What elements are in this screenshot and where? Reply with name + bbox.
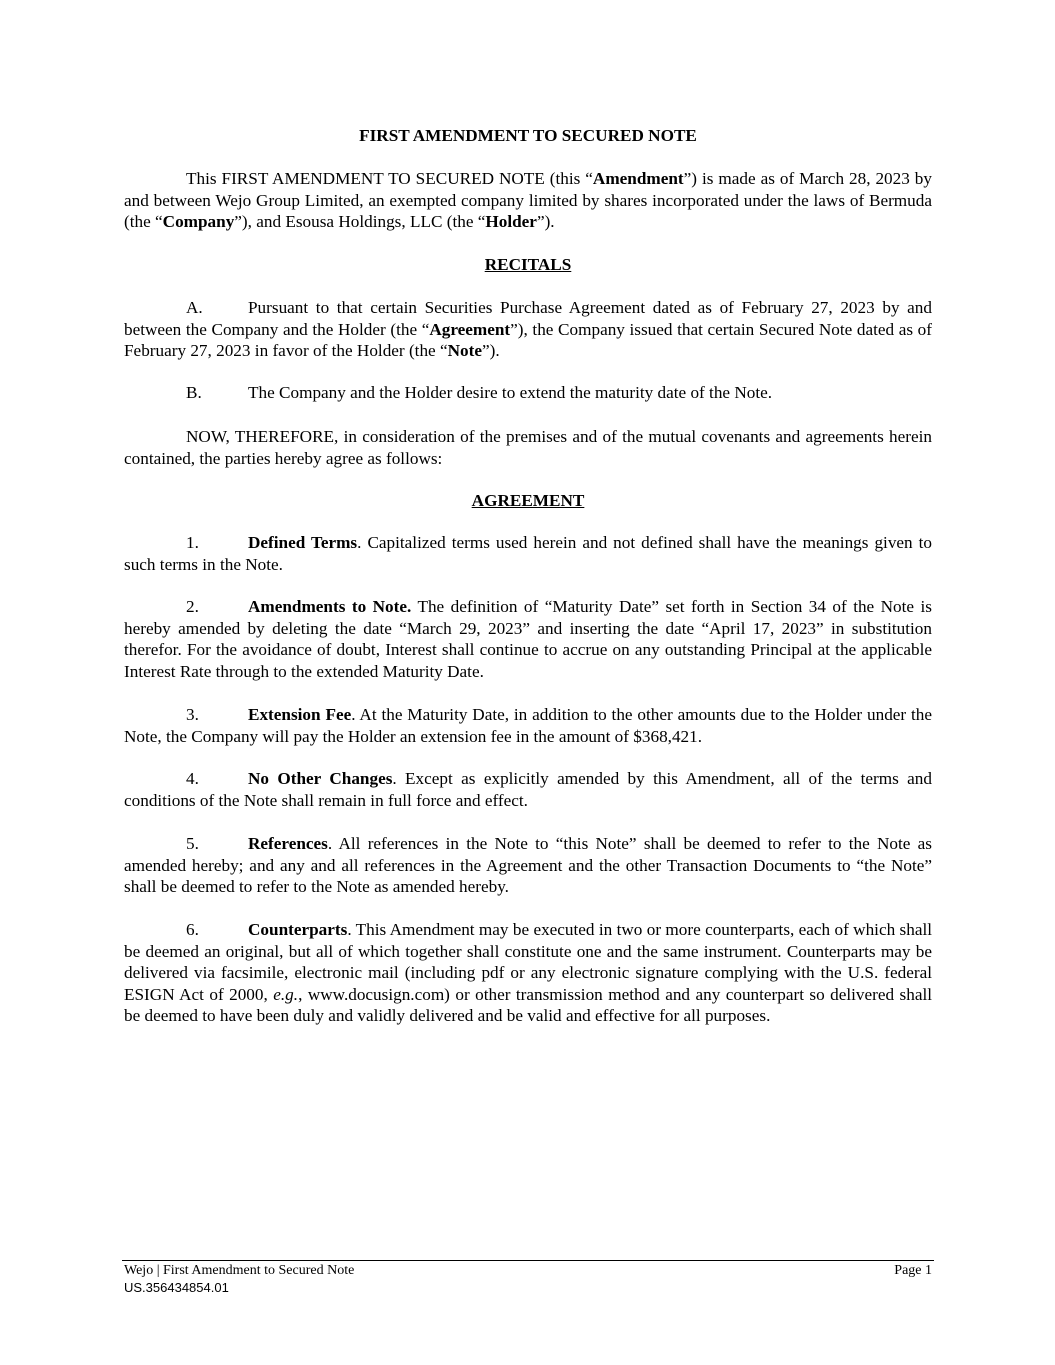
section-1 [124, 532, 932, 575]
now-therefore-paragraph [124, 426, 932, 469]
section-number: 5. [186, 834, 199, 853]
section-number: 2. [186, 597, 199, 616]
intro-text-2: ”) is made as of March 28, 2023 by and between Wejo Group Limited, an exempted company limited by shares incorporated under the laws of Bermuda (the “ [124, 169, 932, 232]
now-therefore-text: NOW, THEREFORE, in consideration of the premises and of the mutual covenants and agreements herein contained, the parties hereby agree as follows: [124, 427, 932, 468]
section-heading: Amendments to Note. [248, 597, 412, 616]
section-text: . Except as explicitly amended by this Amendment, all of the terms and conditions of the Note shall remain in full force and effect. [124, 769, 932, 810]
section-text-italic: e.g. [273, 984, 299, 1004]
intro-text-3: ”), and Esousa Holdings, LLC (the “ [234, 212, 486, 232]
section-text: . At the Maturity Date, in addition to the other amounts due to the Holder under the Note, the Company will pay the Holder an extension fee in the amount of $368,421. [124, 705, 932, 746]
section-heading: Counterparts [248, 920, 348, 939]
section-text-2: , www.docusign.com) or other transmission method and any counterpart so delivered shall be deemed to have been duly and validly delivered and be valid and effective for all purposes. [124, 984, 933, 1026]
footer-divider [122, 1260, 934, 1261]
section-text-1: . This Amendment may be executed in two or more counterparts, each of which shall be deemed an original, but all of which together shall constitute one and the same instrument. Counterparts may be delivered via facsimile, electronic mail (including pdf or any electronic signature complying with the U.S. federal ESIGN Act of 2000, [124, 920, 932, 1004]
section-6 [124, 919, 932, 1027]
document-id: US.356434854.01 [124, 1280, 229, 1295]
recitals-heading: RECITALS [484, 255, 572, 274]
page-number: Page 1 [894, 1263, 932, 1278]
intro-text-4: ”). [536, 212, 555, 232]
section-number: 1. [186, 533, 199, 552]
recital-a-text-3: ”). [481, 341, 500, 361]
term-note: Note [447, 341, 482, 361]
agreement-heading: AGREEMENT [471, 491, 585, 510]
section-number: 3. [186, 705, 199, 724]
term-holder: Holder [485, 212, 537, 232]
term-company: Company [162, 212, 235, 232]
section-heading: References [248, 834, 328, 853]
section-text: The definition of “Maturity Date” set forth in Section 34 of the Note is hereby amended by deleting the date “March 29, 2023” and inserting the date “April 17, 2023” in substitution therefor. For the avoidance of doubt, Interest shall continue to accrue on any outstanding Principal at the applicable Interest Rate through to the extended Maturity Date. [124, 597, 932, 681]
document-title: FIRST AMENDMENT TO SECURED NOTE [359, 126, 697, 145]
recital-a-text-2: ”), the Company issued that certain Secured Note dated as of February 27, 2023 in favor of the Holder (the “ [124, 319, 932, 361]
recital-a-text-1: Pursuant to that certain Securities Purchase Agreement dated as of February 27, 2023 by and between the Company and the Holder (the “ [124, 298, 932, 339]
section-5 [124, 833, 932, 898]
recital-b [124, 382, 932, 404]
section-2 [124, 596, 932, 682]
section-number: 6. [186, 920, 199, 939]
section-heading: Extension Fee [248, 705, 352, 724]
recital-b-number: B. [186, 383, 202, 402]
recital-a-number: A. [186, 298, 203, 317]
recital-b-text: The Company and the Holder desire to extend the maturity date of the Note. [248, 383, 773, 402]
section-number: 4. [186, 769, 199, 788]
term-amendment: Amendment [592, 169, 684, 188]
section-3 [124, 704, 932, 747]
intro-paragraph [124, 168, 932, 233]
section-text: . All references in the Note to “this Note” shall be deemed to refer to the Note as amended hereby; and any and all references in the Agreement and the other Transaction Documents to “the Note” shall be deemed to refer to the Note as amended hereby. [124, 834, 932, 897]
section-4 [124, 768, 932, 811]
term-agreement: Agreement [429, 319, 511, 339]
recital-a [124, 297, 932, 362]
section-text: . Capitalized terms used herein and not defined shall have the meanings given to such terms in the Note. [124, 533, 933, 574]
intro-text-1: This FIRST AMENDMENT TO SECURED NOTE (this “ [186, 169, 593, 188]
footer-title: Wejo | First Amendment to Secured Note [124, 1263, 355, 1278]
section-heading: No Other Changes [248, 769, 393, 788]
section-heading: Defined Terms [248, 533, 358, 552]
